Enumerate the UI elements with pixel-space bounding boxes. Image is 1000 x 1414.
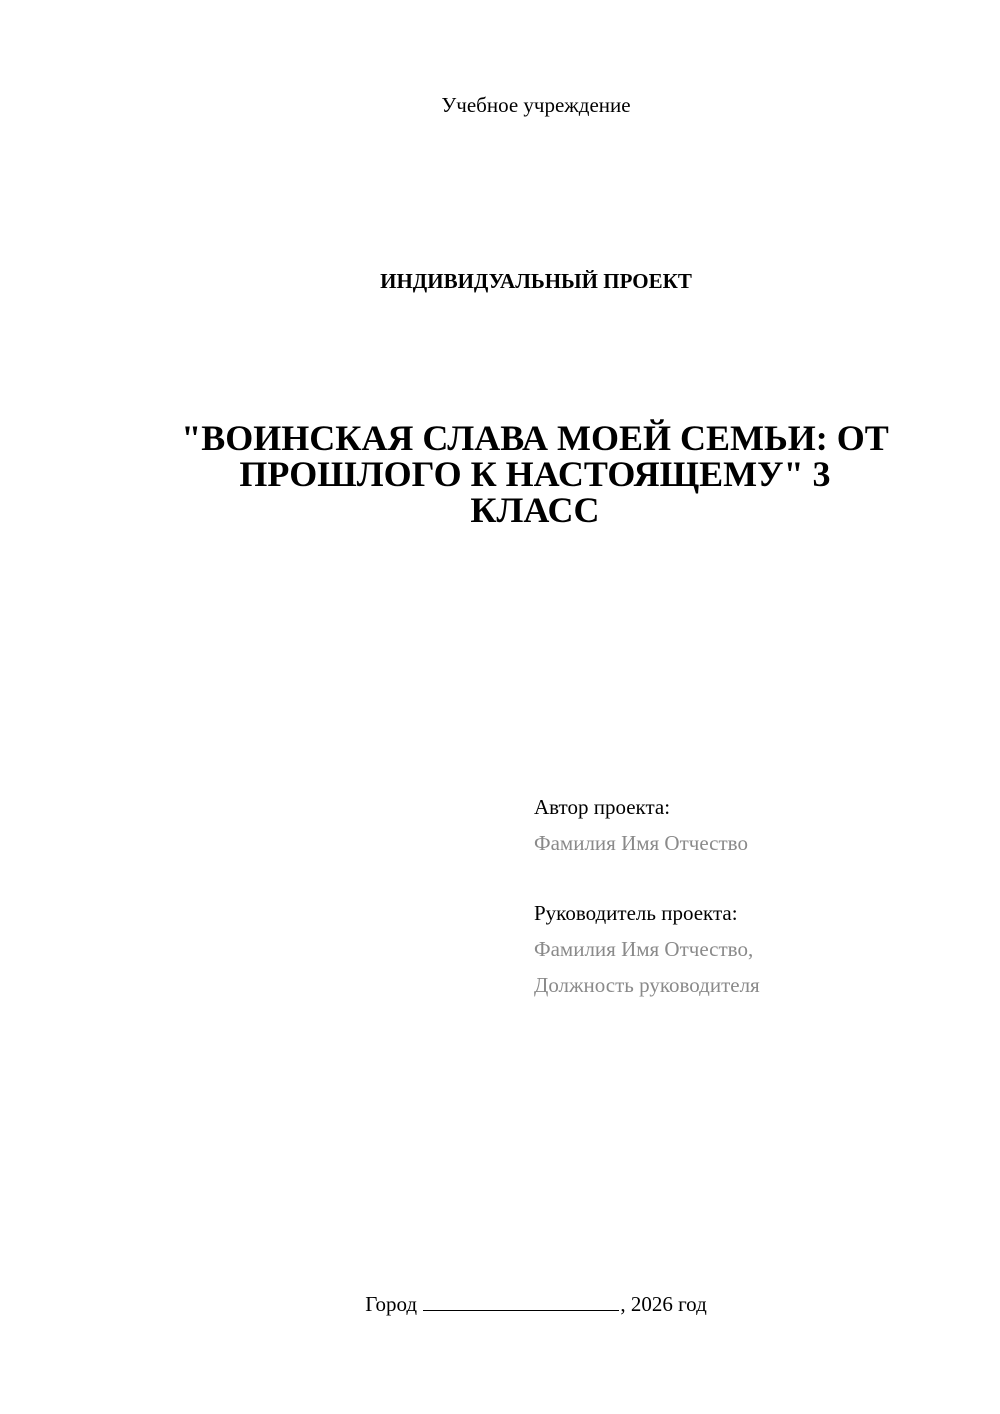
credits-block — [534, 789, 974, 1003]
institution-name: Учебное учреждение — [441, 93, 631, 117]
project-title-line: "ВОИНСКАЯ СЛАВА МОЕЙ СЕМЬИ: ОТ — [181, 418, 889, 458]
project-title-line: ПРОШЛОГО К НАСТОЯЩЕМУ" 3 — [239, 454, 831, 494]
project-title-line: КЛАСС — [470, 490, 600, 530]
supervisor-name: Фамилия Имя Отчество, — [534, 937, 754, 961]
author-name: Фамилия Имя Отчество — [534, 831, 748, 855]
city-blank-line — [423, 1290, 619, 1311]
project-title — [150, 420, 920, 528]
supervisor-position: Должность руководителя — [534, 973, 760, 997]
project-type-heading: ИНДИВИДУАЛЬНЫЙ ПРОЕКТ — [380, 269, 692, 293]
year-text: , 2026 год — [620, 1292, 707, 1316]
city-year-line — [0, 1290, 1000, 1318]
city-label: Город — [365, 1292, 418, 1316]
author-label: Автор проекта: — [534, 795, 671, 819]
credits-spacer — [534, 861, 974, 895]
supervisor-label: Руководитель проекта: — [534, 901, 738, 925]
